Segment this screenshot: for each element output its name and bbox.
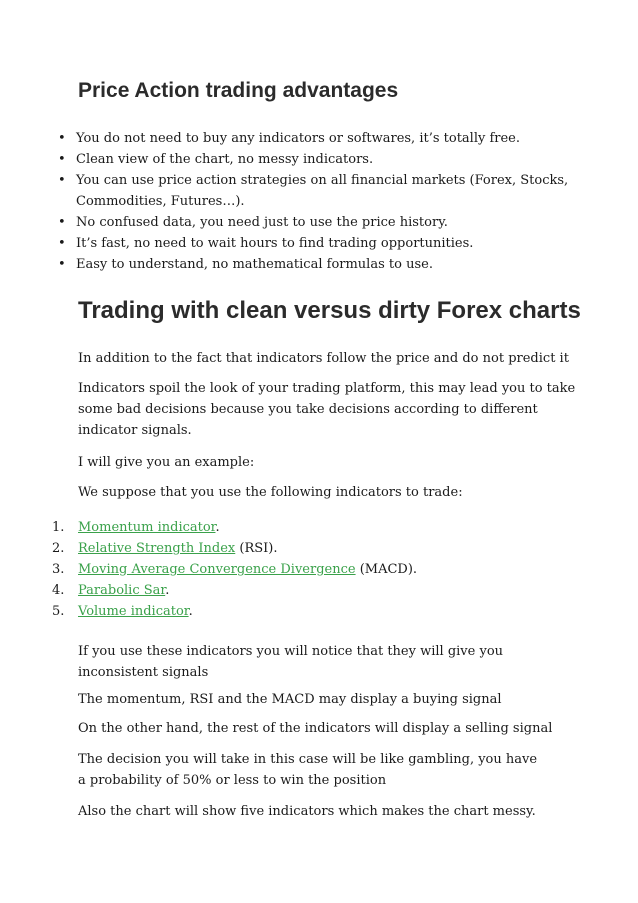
volume-indicator-link[interactable]: Volume indicator: [78, 604, 189, 619]
list-item-text: You can use price action strategies on all financial markets (Forex, Stocks, Commodities, Futures…).: [76, 173, 569, 209]
list-number: 3.: [52, 562, 65, 577]
list-item: [52, 517, 592, 538]
list-item: [58, 254, 618, 275]
list-item-text: You do not need to buy any indicators or softwares, it’s totally free.: [76, 131, 521, 146]
list-item: [52, 538, 592, 559]
list-item-suffix: .: [215, 520, 220, 535]
list-item-text: Easy to understand, no mathematical formulas to use.: [76, 257, 433, 272]
list-item-suffix: .: [165, 583, 170, 598]
list-item: [58, 170, 618, 212]
indicators-list: [52, 517, 592, 622]
parabolic-sar-link[interactable]: Parabolic Sar: [78, 583, 166, 598]
list-item-text: Clean view of the chart, no messy indicators.: [76, 152, 374, 167]
list-item: [52, 601, 592, 622]
list-number: 1.: [52, 520, 65, 535]
list-item: [58, 212, 618, 233]
list-item: [58, 233, 618, 254]
list-item-suffix: .: [188, 604, 193, 619]
macd-link[interactable]: Moving Average Convergence Divergence: [78, 562, 356, 577]
list-item: [58, 149, 618, 170]
paragraph: I will give you an example:: [78, 455, 255, 470]
paragraph: On the other hand, the rest of the indicators will display a selling signal: [78, 721, 553, 736]
list-item-suffix: (MACD).: [355, 562, 418, 577]
list-number: 2.: [52, 541, 65, 556]
rsi-link[interactable]: Relative Strength Index: [78, 541, 236, 556]
paragraph: Indicators spoil the look of your trading platform, this may lead you to take some bad decisions because you take decisions according to different indicator signals.: [78, 381, 576, 438]
list-item: [52, 559, 592, 580]
list-item-text: No confused data, you need just to use the price history.: [76, 215, 448, 230]
list-item-text: It’s fast, no need to wait hours to find trading opportunities.: [76, 236, 474, 251]
list-item: [52, 580, 592, 601]
advantages-list: [58, 128, 618, 275]
list-item: [58, 128, 618, 149]
momentum-indicator-link[interactable]: Momentum indicator: [78, 520, 216, 535]
paragraph: In addition to the fact that indicators follow the price and do not predict it: [78, 351, 569, 366]
paragraph: The momentum, RSI and the MACD may display a buying signal: [78, 692, 502, 707]
list-number: 4.: [52, 583, 65, 598]
paragraph: The decision you will take in this case will be like gambling, you have a probability of 50% or less to win the position: [78, 752, 538, 788]
paragraph: We suppose that you use the following indicators to trade:: [78, 485, 463, 500]
list-item-suffix: (RSI).: [235, 541, 278, 556]
section-heading-clean-vs-dirty: Trading with clean versus dirty Forex charts: [78, 297, 581, 324]
paragraph: Also the chart will show five indicators which makes the chart messy.: [78, 804, 536, 819]
section-heading-advantages: Price Action trading advantages: [78, 79, 399, 102]
list-number: 5.: [52, 604, 65, 619]
paragraph: If you use these indicators you will notice that they will give you inconsistent signals: [78, 644, 504, 680]
